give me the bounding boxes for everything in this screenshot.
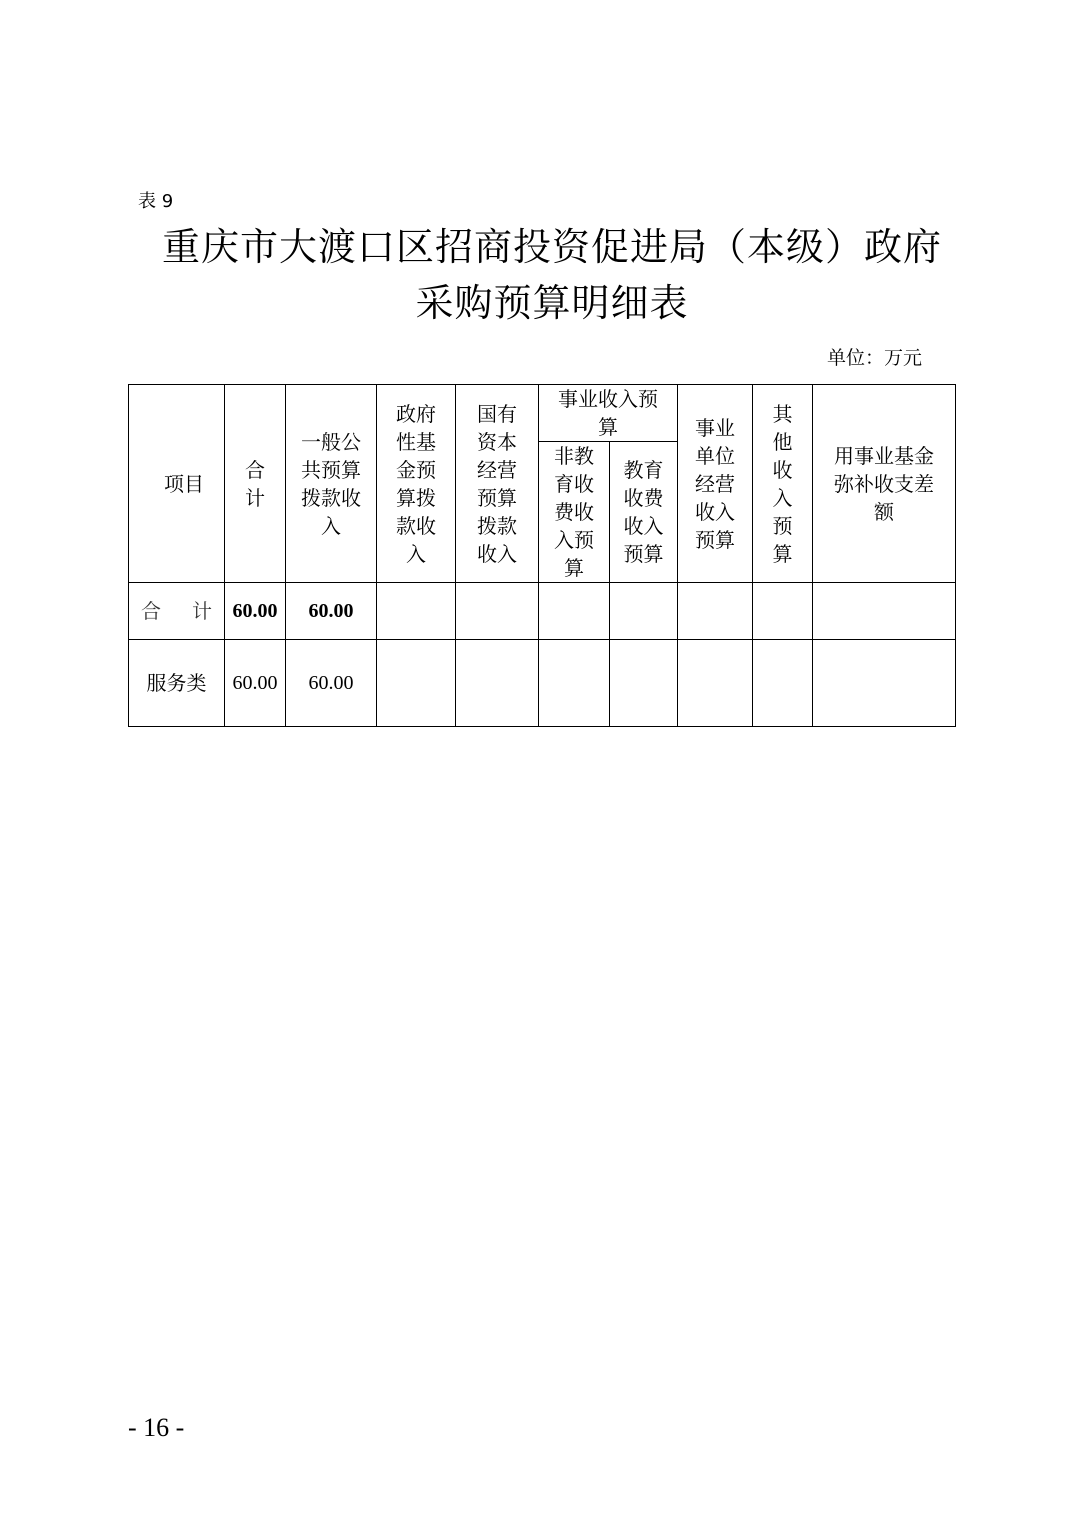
- header-other-income: 其他收入预算: [753, 385, 813, 583]
- unit-label: 单位：万元: [826, 347, 922, 369]
- table-number: 表 9: [138, 191, 174, 212]
- header-fund-balance: 用事业基金弥补收支差额: [813, 385, 956, 583]
- header-unit-operating: 事业单位经营收入预算: [678, 385, 753, 583]
- cell-general-public: 60.00: [286, 583, 377, 640]
- cell-other-income: [753, 640, 813, 727]
- header-total: 合计: [225, 385, 286, 583]
- cell-non-education: [539, 583, 610, 640]
- header-general-public: 一般公共预算拨款收入: [286, 385, 377, 583]
- cell-unit-operating: [678, 640, 753, 727]
- cell-state-capital: [456, 640, 539, 727]
- cell-total: 60.00: [225, 640, 286, 727]
- header-item: 项目: [129, 385, 225, 583]
- header-non-education: 非教育收费收入预算: [539, 442, 610, 583]
- header-business-income-group: 事业收入预算: [539, 385, 678, 442]
- cell-non-education: [539, 640, 610, 727]
- header-row-1: [129, 385, 956, 442]
- document-title-line-1: 重庆市大渡口区招商投资促进局（本级）政府: [161, 225, 942, 269]
- cell-total: 60.00: [225, 583, 286, 640]
- page-number: - 16 -: [128, 1413, 185, 1442]
- cell-education: [610, 583, 678, 640]
- cell-general-public: 60.00: [286, 640, 377, 727]
- cell-state-capital: [456, 583, 539, 640]
- row-label: 服务类: [129, 640, 225, 727]
- cell-education: [610, 640, 678, 727]
- table-row-total: [129, 583, 956, 640]
- header-education: 教育收费收入预算: [610, 442, 678, 583]
- header-gov-fund: 政府性基金预算拨款收入: [377, 385, 456, 583]
- cell-other-income: [753, 583, 813, 640]
- header-state-capital: 国有资本经营预算拨款收入: [456, 385, 539, 583]
- cell-fund-balance: [813, 583, 956, 640]
- cell-unit-operating: [678, 583, 753, 640]
- cell-fund-balance: [813, 640, 956, 727]
- row-label: 合计: [129, 583, 225, 640]
- cell-gov-fund: [377, 640, 456, 727]
- procurement-budget-table: [128, 384, 956, 727]
- table-row-service: [129, 640, 956, 727]
- cell-gov-fund: [377, 583, 456, 640]
- document-title-line-2: 采购预算明细表: [415, 281, 689, 325]
